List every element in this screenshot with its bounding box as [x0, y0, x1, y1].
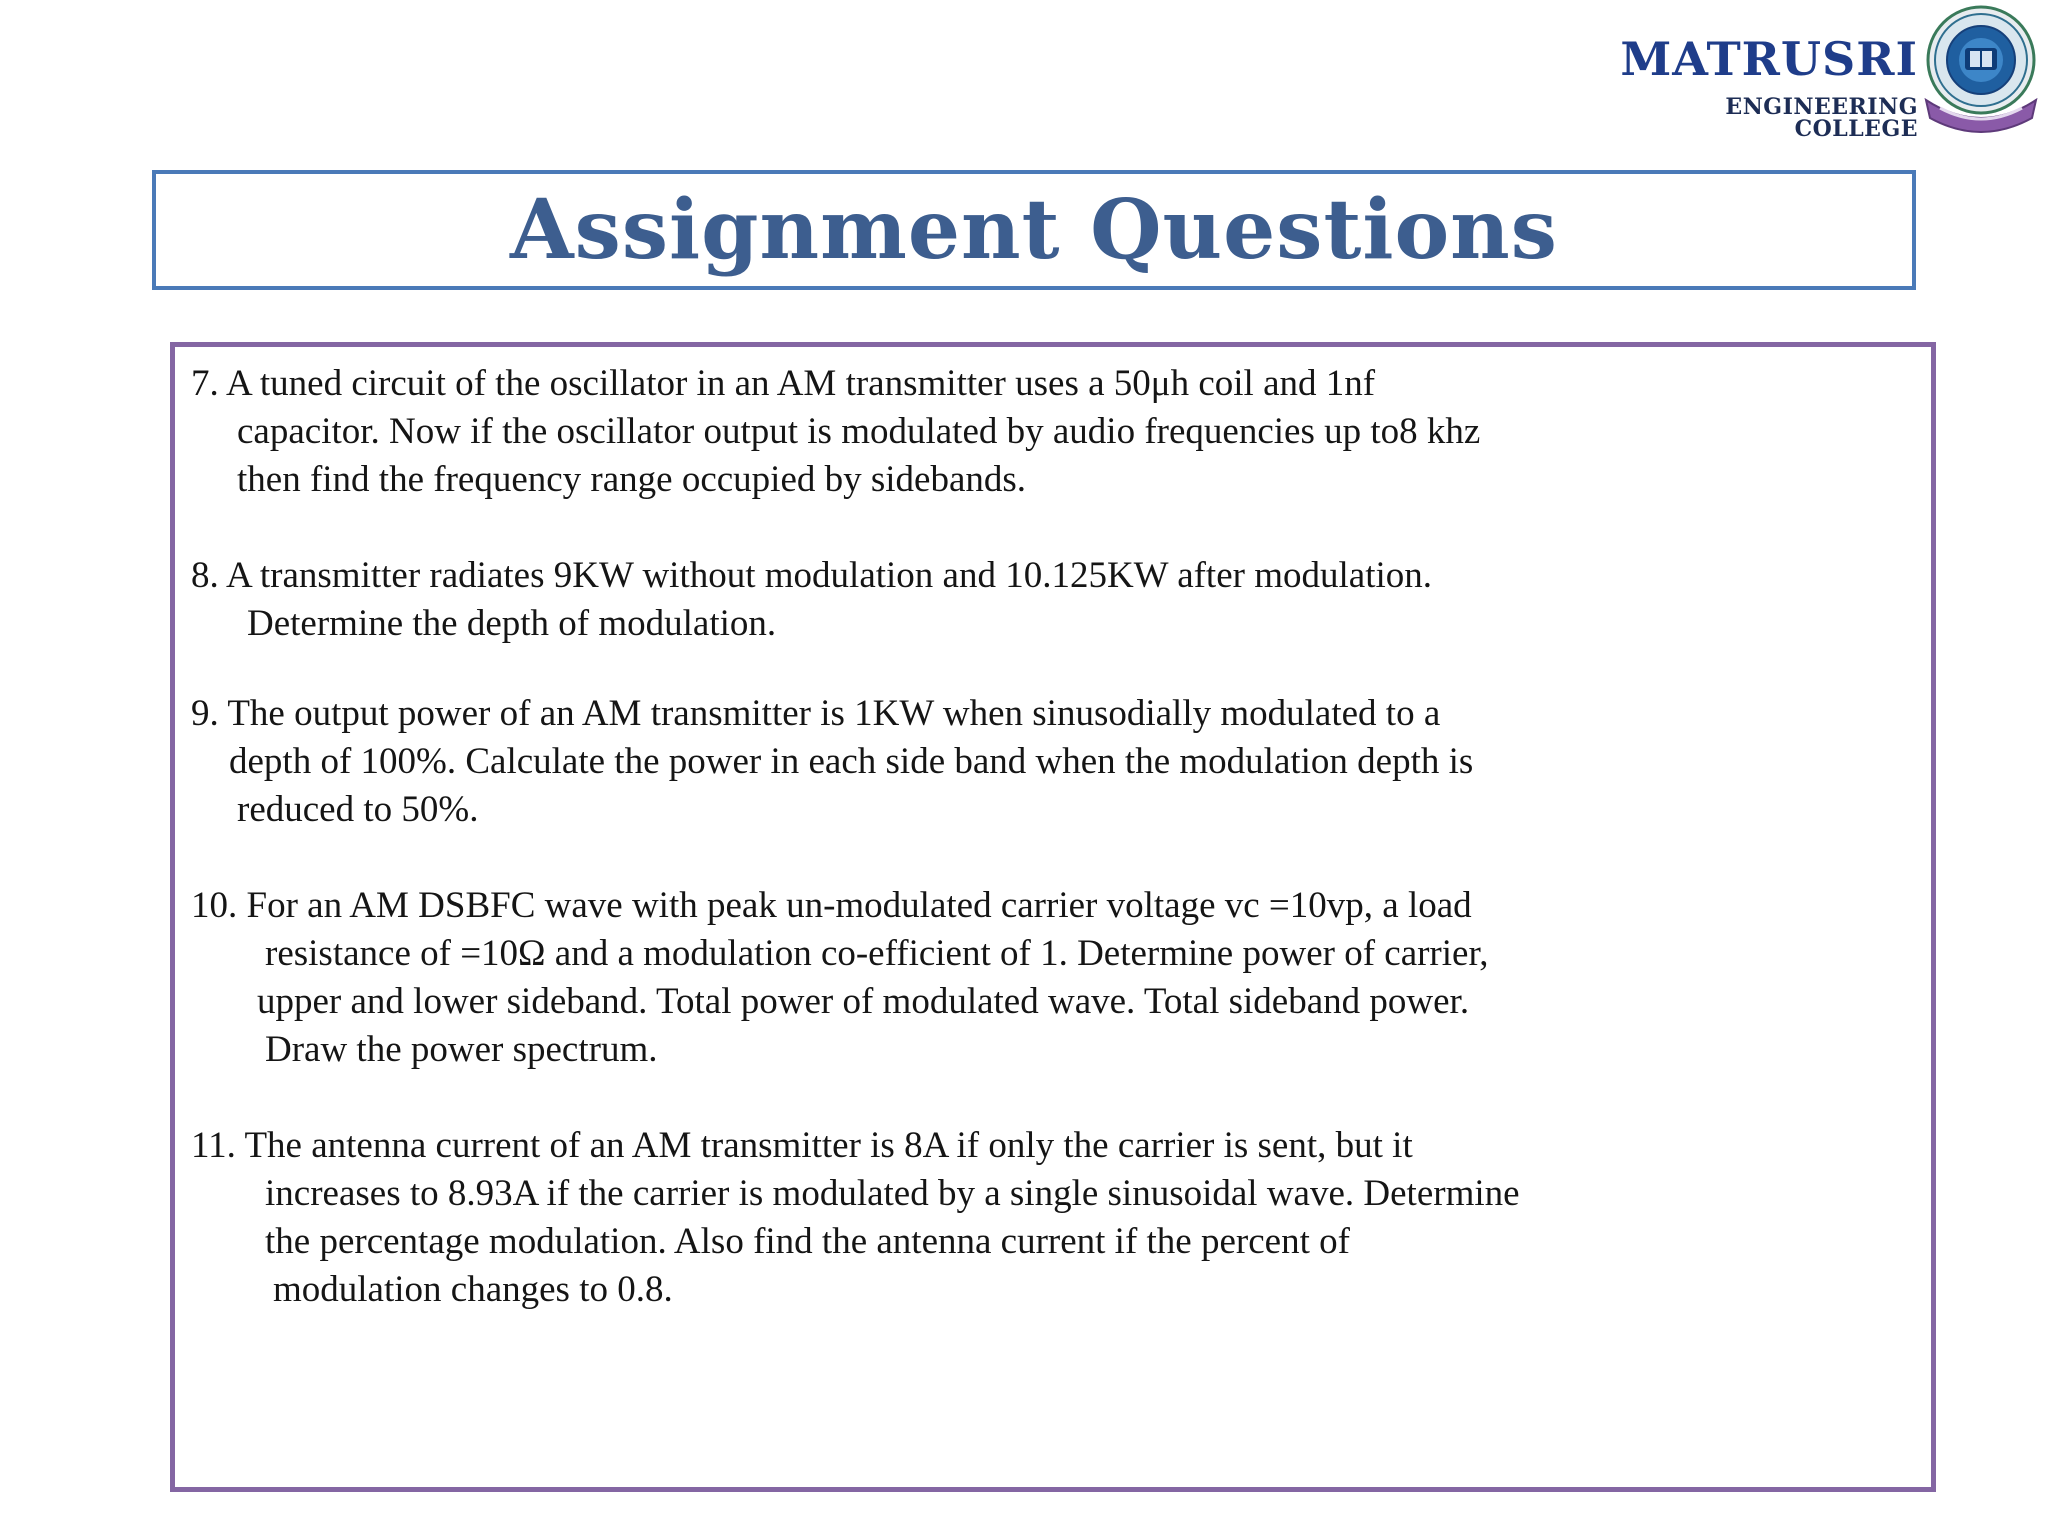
question-10-line-3: upper and lower sideband. Total power of modulated wave. Total sideband power.	[257, 981, 1470, 1022]
question-9-line-3: reduced to 50%.	[237, 789, 479, 830]
question-11-line-4: modulation changes to 0.8.	[273, 1269, 673, 1310]
question-10-line-1: 10. For an AM DSBFC wave with peak un-modulated carrier voltage vc =10vp, a load	[191, 885, 1472, 926]
college-logo	[1598, 2, 2048, 144]
question-9-line-2: depth of 100%. Calculate the power in each side band when the modulation depth is	[229, 741, 1474, 782]
logo-subtitle: ENGINEERING COLLEGE	[1725, 94, 1918, 142]
logo-name: MATRUSRI	[1620, 32, 1918, 86]
question-7-line-1: 7. A tuned circuit of the oscillator in an AM transmitter uses a 50μh coil and 1nf	[191, 363, 1376, 404]
question-11-line-1: 11. The antenna current of an AM transmitter is 8A if only the carrier is sent, but it	[191, 1125, 1413, 1166]
question-box	[170, 342, 1936, 1492]
question-11-line-3: the percentage modulation. Also find the antenna current if the percent of	[265, 1221, 1350, 1262]
question-10-line-2: resistance of =10Ω and a modulation co-efficient of 1. Determine power of carrier,	[265, 933, 1489, 974]
question-8-line-1: 8. A transmitter radiates 9KW without modulation and 10.125KW after modulation.	[191, 555, 1432, 596]
question-7-line-3: then find the frequency range occupied by sidebands.	[237, 459, 1027, 500]
college-emblem-icon	[1920, 4, 2042, 142]
question-10-line-4: Draw the power spectrum.	[265, 1029, 658, 1070]
question-8-line-2: Determine the depth of modulation.	[247, 603, 777, 644]
title-box	[152, 170, 1916, 290]
question-7-line-2: capacitor. Now if the oscillator output is modulated by audio frequencies up to8 khz	[237, 411, 1481, 452]
page-title: Assignment Questions	[510, 182, 1558, 278]
question-9-line-1: 9. The output power of an AM transmitter is 1KW when sinusodially modulated to a	[191, 693, 1441, 734]
question-11-line-2: increases to 8.93A if the carrier is modulated by a single sinusoidal wave. Determine	[265, 1173, 1520, 1214]
